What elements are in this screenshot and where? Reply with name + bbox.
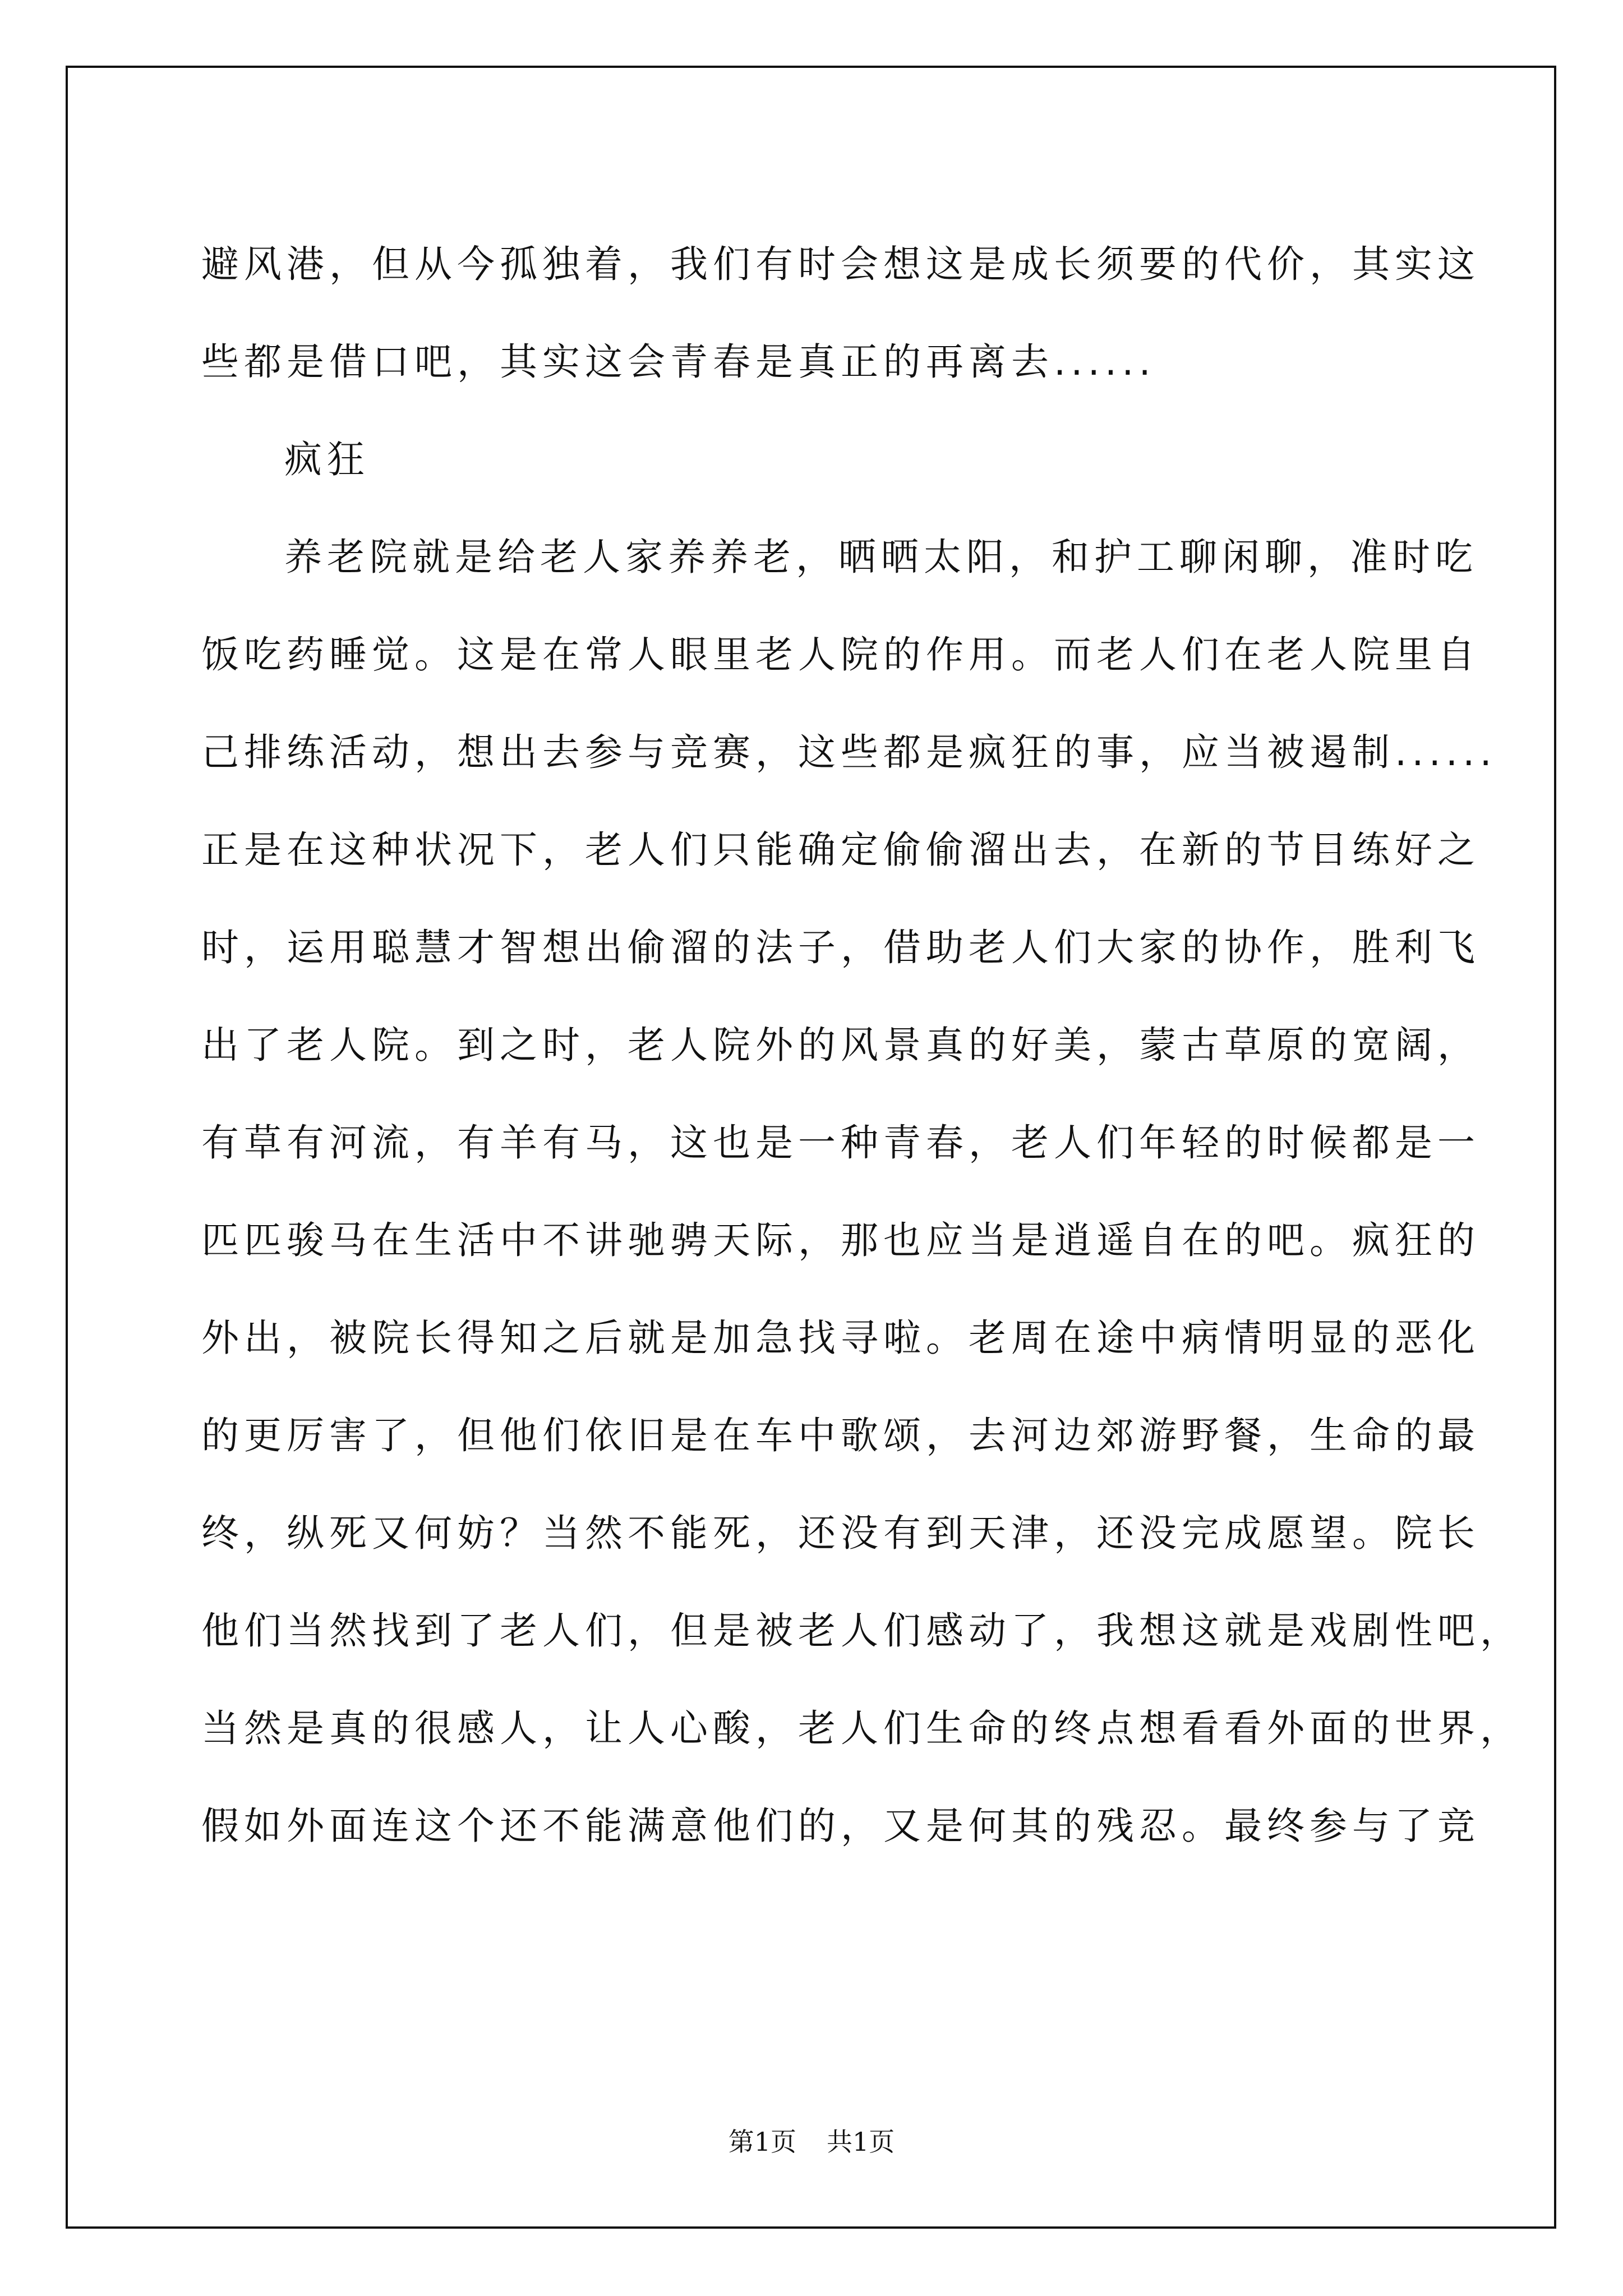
page-total: 共1页: [827, 2127, 895, 2157]
text-line: 的更厉害了，但他们依旧是在车中歌颂，去河边郊游野餐，生命的最: [201, 1414, 1480, 1457]
text-line: 出了老人院。到之时，老人院外的风景真的好美，蒙古草原的宽阔，: [201, 1023, 1480, 1067]
text-line: 正是在这种状况下，老人们只能确定偷偷溜出去，在新的节目练好之: [201, 828, 1480, 872]
section-heading: 疯狂: [284, 438, 370, 481]
text-line: 外出，被院长得知之后就是加急找寻啦。老周在途中病情明显的恶化: [201, 1316, 1480, 1360]
text-line: 避风港，但从今孤独着，我们有时会想这是成长须要的代价，其实这: [201, 242, 1480, 286]
text-line: 饭吃药睡觉。这是在常人眼里老人院的作用。而老人们在老人院里自: [201, 633, 1480, 677]
text-line: 养老院就是给老人家养养老，晒晒太阳，和护工聊闲聊，准时吃: [284, 535, 1478, 579]
text-line: 有草有河流，有羊有马，这也是一种青春，老人们年轻的时候都是一: [201, 1121, 1480, 1165]
page-footer: [0, 2122, 1623, 2159]
text-line: 己排练活动，想出去参与竞赛，这些都是疯狂的事，应当被遏制......: [201, 730, 1497, 774]
document-body: [201, 215, 1523, 1875]
page-number: 第1页: [728, 2127, 796, 2157]
text-line: 时，运用聪慧才智想出偷溜的法子，借助老人们大家的协作，胜利飞: [201, 926, 1480, 969]
text-line: 终，纵死又何妨？当然不能死，还没有到天津，还没完成愿望。院长: [201, 1511, 1480, 1555]
text-line: 匹匹骏马在生活中不讲驰骋天际，那也应当是逍遥自在的吧。疯狂的: [201, 1218, 1480, 1262]
text-line: 他们当然找到了老人们，但是被老人们感动了，我想这就是戏剧性吧，: [201, 1609, 1523, 1653]
text-line: 假如外面连这个还不能满意他们的，又是何其的残忍。最终参与了竞: [201, 1804, 1480, 1848]
text-line: 当然是真的很感人，让人心酸，老人们生命的终点想看看外面的世界，: [201, 1706, 1523, 1750]
text-line: 些都是借口吧，其实这会青春是真正的再离去......: [201, 340, 1156, 384]
